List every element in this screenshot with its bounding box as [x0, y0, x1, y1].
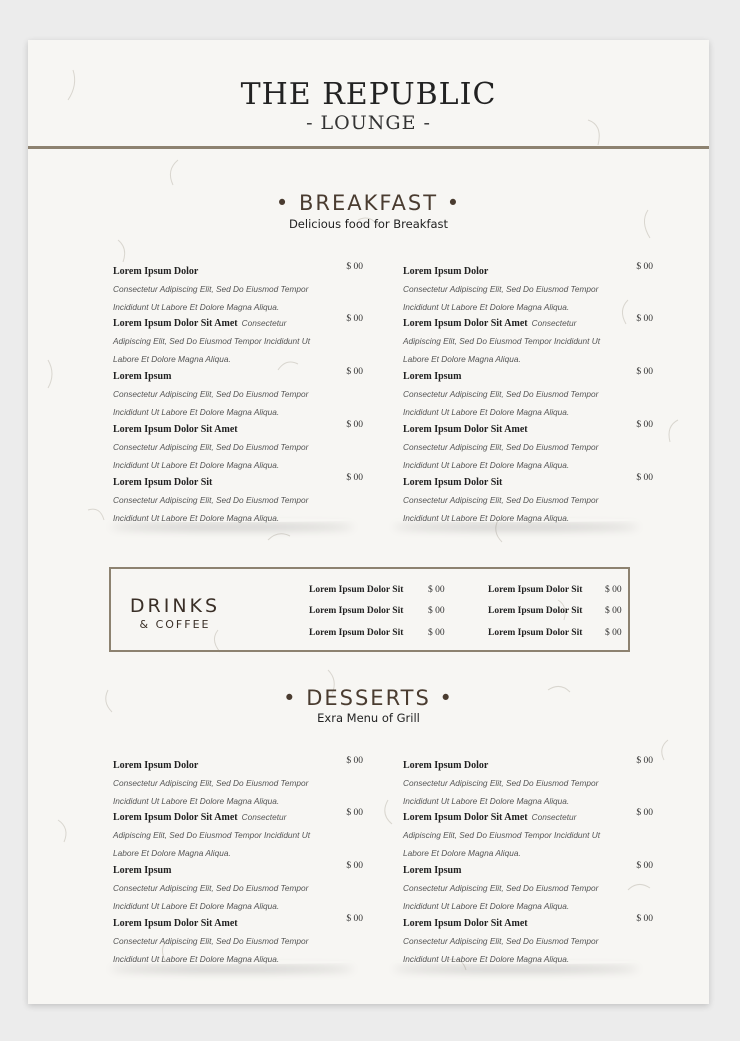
- item-description: Adipiscing Elit, Sed Do Eiusmod Tempor Incididunt Ut: [403, 830, 601, 840]
- drinks-subheading: & COFFEE: [139, 618, 211, 631]
- drink-name: Lorem Ipsum Dolor Sit: [488, 585, 583, 595]
- menu-item: [403, 366, 653, 420]
- item-name: Lorem Ipsum Dolor: [113, 760, 199, 771]
- menu-item: [403, 860, 653, 914]
- item-description: Incididunt Ut Labore Et Dolore Magna Aliqua.: [403, 513, 570, 523]
- column-shadow: [393, 960, 639, 964]
- item-price: $ 00: [636, 756, 653, 766]
- desserts-column-right: [403, 755, 653, 975]
- item-name: Lorem Ipsum Dolor: [403, 760, 489, 771]
- item-price: $ 00: [636, 367, 653, 377]
- item-name: Lorem Ipsum Dolor: [113, 266, 199, 277]
- column-shadow: [110, 518, 354, 522]
- item-description: Consectetur: [241, 318, 287, 328]
- item-price: $ 00: [346, 314, 363, 324]
- item-description: Consectetur Adipiscing Elit, Sed Do Eiusmod Tempor: [403, 936, 599, 946]
- menu-item: [113, 860, 363, 914]
- item-description: Incididunt Ut Labore Et Dolore Magna Aliqua.: [113, 954, 280, 964]
- page-subtitle: - LOUNGE -: [306, 112, 431, 134]
- menu-item: [403, 807, 653, 861]
- drink-name: Lorem Ipsum Dolor Sit: [488, 606, 583, 616]
- item-description: Consectetur Adipiscing Elit, Sed Do Eiusmod Tempor: [113, 389, 309, 399]
- menu-item: [403, 913, 653, 967]
- menu-item: [113, 261, 363, 315]
- item-description: Consectetur Adipiscing Elit, Sed Do Eiusmod Tempor: [403, 284, 599, 294]
- item-price: $ 00: [346, 756, 363, 766]
- drink-name: Lorem Ipsum Dolor Sit: [309, 606, 404, 616]
- item-description: Adipiscing Elit, Sed Do Eiusmod Tempor Incididunt Ut: [113, 336, 311, 346]
- header-divider: [28, 146, 709, 149]
- item-description: Consectetur Adipiscing Elit, Sed Do Eiusmod Tempor: [113, 284, 309, 294]
- drinks-heading: DRINKS: [129, 595, 221, 617]
- item-description: Incididunt Ut Labore Et Dolore Magna Aliqua.: [113, 302, 280, 312]
- item-price: $ 00: [346, 367, 363, 377]
- item-price: $ 00: [636, 314, 653, 324]
- item-description: Incididunt Ut Labore Et Dolore Magna Aliqua.: [113, 901, 280, 911]
- item-description: Incididunt Ut Labore Et Dolore Magna Aliqua.: [403, 901, 570, 911]
- item-price: $ 00: [636, 473, 653, 483]
- item-description: Consectetur Adipiscing Elit, Sed Do Eiusmod Tempor: [113, 883, 309, 893]
- column-shadow: [110, 960, 354, 964]
- menu-item: [113, 419, 363, 473]
- item-name: Lorem Ipsum Dolor Sit Amet: [403, 318, 528, 329]
- item-description: Consectetur Adipiscing Elit, Sed Do Eiusmod Tempor: [403, 495, 599, 505]
- item-description: Labore Et Dolore Magna Aliqua.: [403, 354, 521, 364]
- menu-item: [403, 261, 653, 315]
- item-name: Lorem Ipsum Dolor Sit Amet: [113, 424, 238, 435]
- menu-item: [403, 419, 653, 473]
- menu-item: [113, 366, 363, 420]
- breakfast-subheading: Delicious food for Breakfast: [288, 217, 449, 231]
- item-name: Lorem Ipsum Dolor Sit Amet: [403, 424, 528, 435]
- menu-item: [113, 313, 363, 367]
- item-description: Incididunt Ut Labore Et Dolore Magna Aliqua.: [113, 796, 280, 806]
- item-price: $ 00: [346, 808, 363, 818]
- drink-price: $ 00: [428, 628, 445, 638]
- item-description: Labore Et Dolore Magna Aliqua.: [113, 848, 231, 858]
- item-price: $ 00: [346, 914, 363, 924]
- item-description: Consectetur Adipiscing Elit, Sed Do Eiusmod Tempor: [403, 883, 599, 893]
- item-name: Lorem Ipsum Dolor: [403, 266, 489, 277]
- item-description: Labore Et Dolore Magna Aliqua.: [113, 354, 231, 364]
- item-description: Consectetur: [241, 812, 287, 822]
- item-description: Consectetur Adipiscing Elit, Sed Do Eiusmod Tempor: [403, 778, 599, 788]
- drink-name: Lorem Ipsum Dolor Sit: [309, 585, 404, 595]
- drink-price: $ 00: [428, 585, 445, 595]
- item-description: Incididunt Ut Labore Et Dolore Magna Aliqua.: [403, 796, 570, 806]
- menu-paper: [28, 40, 709, 1004]
- desserts-column-left: [113, 755, 363, 975]
- item-description: Consectetur Adipiscing Elit, Sed Do Eiusmod Tempor: [403, 389, 599, 399]
- menu-item: [113, 913, 363, 967]
- breakfast-column-left: [113, 261, 363, 531]
- item-price: $ 00: [636, 262, 653, 272]
- item-name: Lorem Ipsum: [113, 865, 172, 876]
- page-title: THE REPUBLIC: [240, 77, 497, 112]
- item-description: Consectetur Adipiscing Elit, Sed Do Eiusmod Tempor: [113, 442, 309, 452]
- item-description: Adipiscing Elit, Sed Do Eiusmod Tempor Incididunt Ut: [113, 830, 311, 840]
- item-description: Consectetur Adipiscing Elit, Sed Do Eiusmod Tempor: [403, 442, 599, 452]
- item-price: $ 00: [636, 914, 653, 924]
- menu-item: [113, 755, 363, 809]
- item-name: Lorem Ipsum Dolor Sit Amet: [403, 918, 528, 929]
- item-description: Incididunt Ut Labore Et Dolore Magna Aliqua.: [403, 954, 570, 964]
- item-name: Lorem Ipsum: [113, 371, 172, 382]
- item-description: Incididunt Ut Labore Et Dolore Magna Aliqua.: [113, 460, 280, 470]
- drink-price: $ 00: [605, 628, 622, 638]
- item-price: $ 00: [346, 420, 363, 430]
- menu-item: [403, 755, 653, 809]
- item-description: Consectetur Adipiscing Elit, Sed Do Eiusmod Tempor: [113, 778, 309, 788]
- item-description: Consectetur: [531, 812, 577, 822]
- item-price: $ 00: [346, 262, 363, 272]
- item-description: Consectetur: [531, 318, 577, 328]
- item-name: Lorem Ipsum Dolor Sit Amet: [403, 812, 528, 823]
- drink-price: $ 00: [605, 585, 622, 595]
- item-description: Consectetur Adipiscing Elit, Sed Do Eiusmod Tempor: [113, 936, 309, 946]
- drinks-panel: [109, 567, 630, 652]
- menu-item: [403, 313, 653, 367]
- breakfast-column-right: [403, 261, 653, 531]
- drink-price: $ 00: [428, 606, 445, 616]
- item-description: Incididunt Ut Labore Et Dolore Magna Aliqua.: [403, 407, 570, 417]
- item-description: Labore Et Dolore Magna Aliqua.: [403, 848, 521, 858]
- breakfast-heading: • BREAKFAST •: [275, 191, 462, 215]
- item-price: $ 00: [346, 473, 363, 483]
- drink-price: $ 00: [605, 606, 622, 616]
- item-price: $ 00: [636, 420, 653, 430]
- item-description: Incididunt Ut Labore Et Dolore Magna Aliqua.: [403, 460, 570, 470]
- desserts-subheading: Exra Menu of Grill: [317, 711, 420, 725]
- item-description: Incididunt Ut Labore Et Dolore Magna Aliqua.: [113, 407, 280, 417]
- item-description: Incididunt Ut Labore Et Dolore Magna Aliqua.: [403, 302, 570, 312]
- item-price: $ 00: [636, 861, 653, 871]
- item-name: Lorem Ipsum: [403, 371, 462, 382]
- item-name: Lorem Ipsum Dolor Sit Amet: [113, 812, 238, 823]
- desserts-heading: • DESSERTS •: [283, 686, 454, 710]
- drink-name: Lorem Ipsum Dolor Sit: [309, 628, 404, 638]
- item-name: Lorem Ipsum: [403, 865, 462, 876]
- item-description: Adipiscing Elit, Sed Do Eiusmod Tempor Incididunt Ut: [403, 336, 601, 346]
- item-name: Lorem Ipsum Dolor Sit Amet: [113, 918, 238, 929]
- item-description: Incididunt Ut Labore Et Dolore Magna Aliqua.: [113, 513, 280, 523]
- item-name: Lorem Ipsum Dolor Sit: [113, 477, 213, 488]
- item-name: Lorem Ipsum Dolor Sit Amet: [113, 318, 238, 329]
- item-price: $ 00: [346, 861, 363, 871]
- item-price: $ 00: [636, 808, 653, 818]
- menu-item: [113, 807, 363, 861]
- column-shadow: [393, 518, 639, 522]
- item-description: Consectetur Adipiscing Elit, Sed Do Eiusmod Tempor: [113, 495, 309, 505]
- drink-name: Lorem Ipsum Dolor Sit: [488, 628, 583, 638]
- item-name: Lorem Ipsum Dolor Sit: [403, 477, 503, 488]
